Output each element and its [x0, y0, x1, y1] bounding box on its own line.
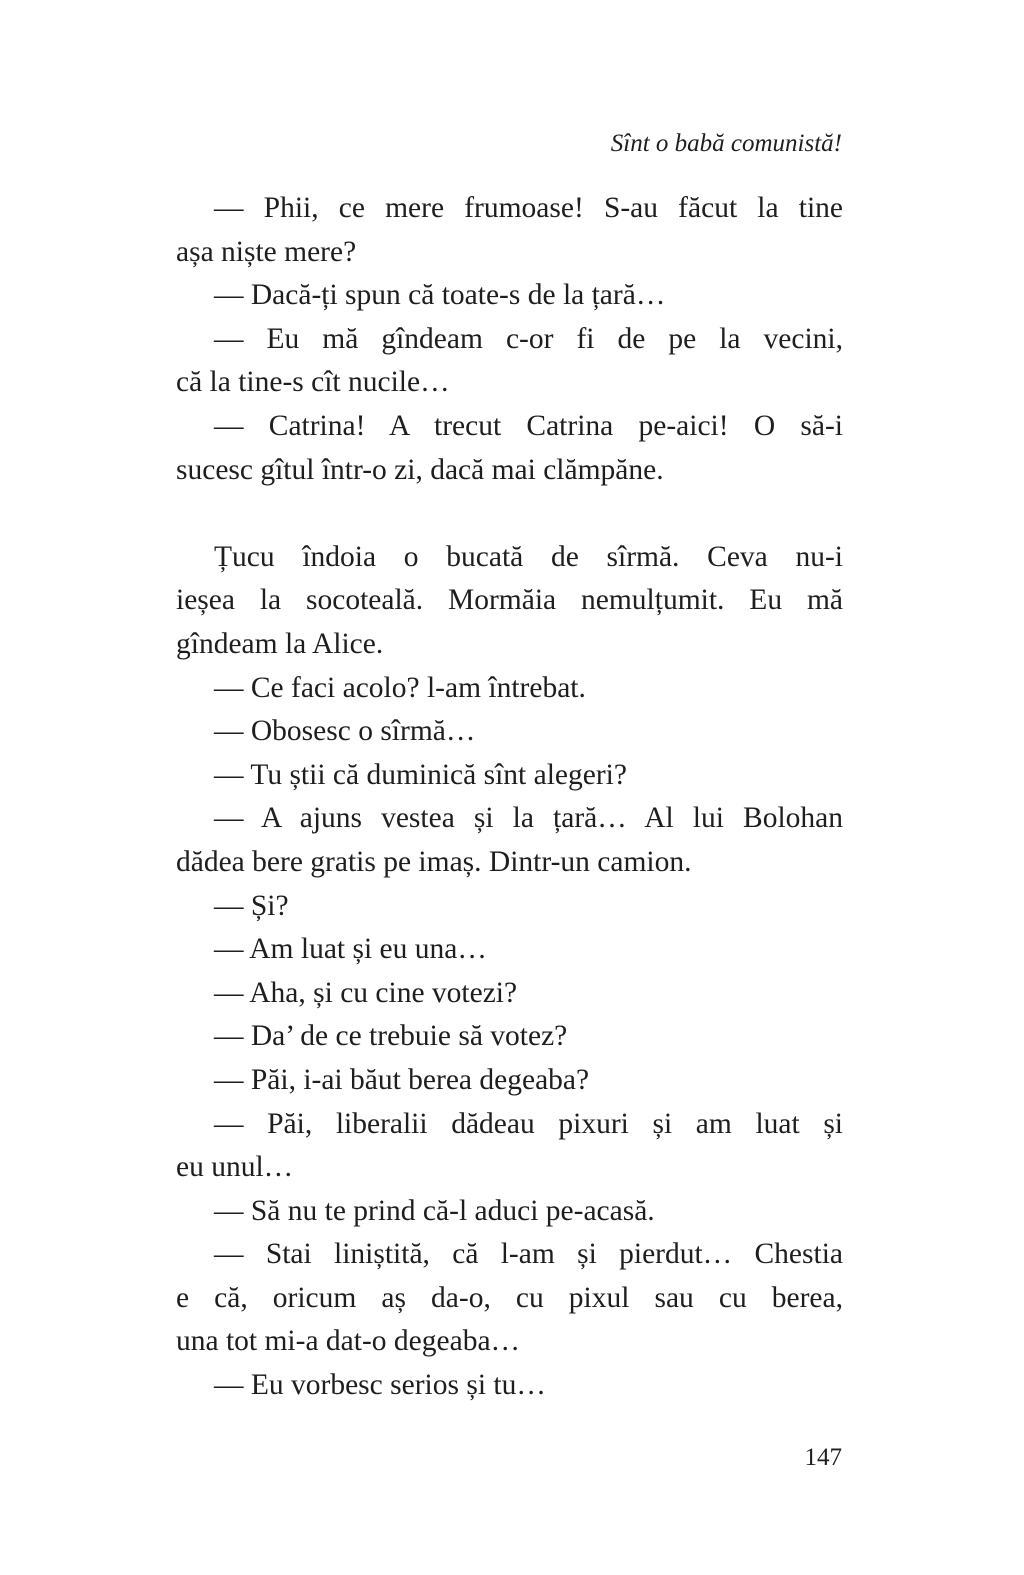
text-line: una tot mi-a dat-o degeaba… — [176, 1325, 521, 1357]
text-line: — Tu știi că duminică sînt alegeri? — [214, 759, 627, 791]
text-line: — Eu mă gîndeam c-or fi de pe la vecini, — [214, 323, 843, 355]
text-line: ieșea la socoteală. Mormăia nemulțumit. Eu mă — [176, 584, 843, 616]
text-line: — A ajuns vestea și la țară… Al lui Bolohan — [214, 802, 843, 834]
text-line: gîndeam la Alice. — [176, 628, 384, 660]
text-line: — Ce faci acolo? l-am întrebat. — [214, 672, 586, 704]
text-line: — Și? — [214, 890, 289, 922]
text-line: Țucu îndoia o bucată de sîrmă. Ceva nu-i — [214, 541, 843, 573]
text-line: e că, oricum aș da-o, cu pixul sau cu berea, — [176, 1282, 843, 1314]
text-line: — Stai liniștită, că l-am și pierdut… Chestia — [214, 1238, 843, 1270]
text-line: că la tine-s cît nucile… — [176, 366, 450, 398]
text-line: — Phii, ce mere frumoase! S-au făcut la tine — [214, 192, 843, 224]
text-line: eu unul… — [176, 1151, 294, 1183]
text-line: — Păi, liberalii dădeau pixuri și am luat și — [214, 1108, 843, 1140]
text-line: — Catrina! A trecut Catrina pe-aici! O să-i — [214, 410, 843, 442]
text-line: — Obosesc o sîrmă… — [214, 715, 476, 747]
text-line: așa niște mere? — [176, 236, 357, 268]
text-line: dădea bere gratis pe imaș. Dintr-un camion. — [176, 846, 692, 878]
text-line: — Am luat și eu una… — [214, 933, 487, 965]
text-line: — Păi, i-ai băut berea degeaba? — [214, 1064, 590, 1096]
text-line: — Dacă-ți spun că toate-s de la țară… — [214, 279, 666, 311]
text-line: — Să nu te prind că-l aduci pe-acasă. — [214, 1195, 655, 1227]
text-line: sucesc gîtul într-o zi, dacă mai clămpăne. — [176, 454, 664, 486]
text-line: — Da’ de ce trebuie să votez? — [214, 1020, 568, 1052]
text-line: — Aha, și cu cine votezi? — [214, 977, 518, 1009]
text-line: — Eu vorbesc serios și tu… — [214, 1369, 546, 1401]
running-header: Sînt o babă comunistă! — [610, 130, 842, 157]
page-number: 147 — [804, 1444, 842, 1471]
